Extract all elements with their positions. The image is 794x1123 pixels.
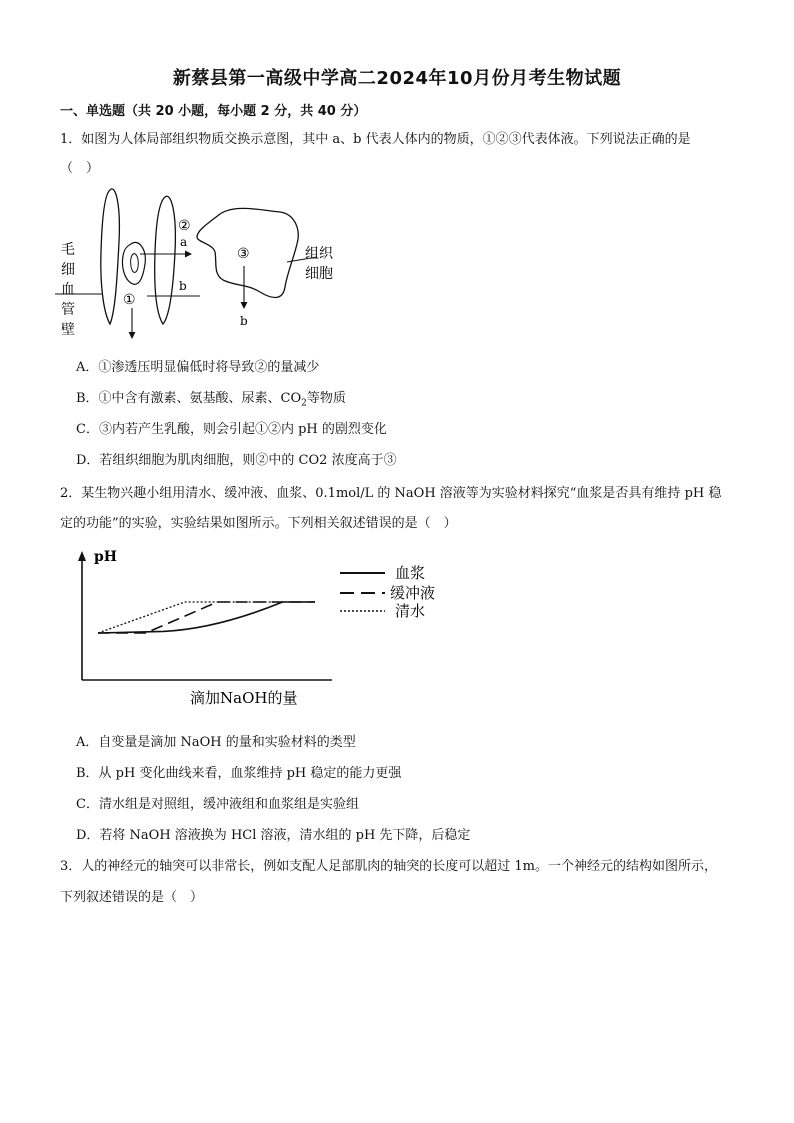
svg-text:管: 管: [61, 302, 75, 318]
svg-text:血: 血: [61, 282, 75, 298]
page-title: 新蔡县第一高级中学高二2024年10月份月考生物试题: [172, 68, 622, 89]
ph-chart: [70, 545, 470, 715]
y-axis-label: pH: [94, 549, 118, 565]
blood-cell: [122, 242, 145, 284]
q1-stem-line2: （ ）: [60, 161, 100, 176]
svg-text:毛: 毛: [61, 242, 75, 258]
y-axis-arrow: [78, 551, 86, 561]
label-a: a: [180, 235, 188, 249]
series-layer: [98, 602, 315, 633]
label-b2: b: [240, 314, 248, 328]
q1-stem-line1: 1．如图为人体局部组织物质交换示意图，其中 a、b 代表人体内的物质，①②③代表体液。下列说法正确的是: [60, 132, 691, 147]
tissue-cell-label: [305, 246, 334, 282]
mark-1: ①: [123, 292, 136, 308]
q1-option-a: A．①渗透压明显偏低时将导致②的量减少: [76, 360, 320, 375]
capillary-wall-right: [155, 196, 176, 324]
q2-stem-line2: 定的功能”的实验，实验结果如图所示。下列相关叙述错误的是（ ）: [60, 516, 457, 531]
svg-text:组织: 组织: [305, 246, 333, 262]
mark-3: ③: [237, 246, 250, 262]
svg-text:壁: 壁: [61, 322, 75, 338]
q2-option-a: A．自变量是滴加 NaOH 的量和实验材料的类型: [76, 735, 356, 750]
capillary-label: [61, 242, 75, 338]
legend-plasma: 血浆: [395, 564, 426, 582]
svg-text:细胞: 细胞: [305, 266, 333, 282]
capillary-wall-left: [101, 189, 120, 324]
q2-option-b: B．从 pH 变化曲线来看，血浆维持 pH 稳定的能力更强: [76, 766, 402, 781]
q1-option-c: C．③内若产生乳酸，则会引起①②内 pH 的剧烈变化: [76, 422, 387, 437]
q2-option-d: D．若将 NaOH 溶液换为 HCl 溶液，清水组的 pH 先下降，后稳定: [76, 828, 471, 843]
series-line-1: [98, 602, 315, 633]
legend-buffer: 缓冲液: [390, 584, 436, 602]
section-heading: 一、单选题（共 20 小题，每小题 2 分，共 40 分）: [60, 104, 367, 119]
x-axis-label: 滴加NaOH的量: [190, 689, 298, 707]
svg-text:细: 细: [61, 262, 75, 278]
q1-option-d: D．若组织细胞为肌肉细胞，则②中的 CO2 浓度高于③: [76, 453, 397, 468]
q1-option-b: B．①中含有激素、氨基酸、尿素、$CO_2$等物质: [76, 391, 346, 409]
mark-2: ②: [178, 218, 191, 234]
q2-option-c: C．清水组是对照组，缓冲液组和血浆组是实验组: [76, 797, 359, 812]
q3-stem-line1: 3．人的神经元的轴突可以非常长，例如支配人足部肌肉的轴突的长度可以超过 1m。一个神经元的结构如图所示，: [60, 859, 718, 874]
q2-stem-line1: 2．某生物兴趣小组用清水、缓冲液、血浆、0.1mol/L 的 NaOH 溶液等为实验材料探究“血浆是否具有维持 pH 稳: [60, 486, 722, 501]
label-b: b: [179, 279, 187, 293]
legend-water: 清水: [395, 602, 426, 620]
blood-cell-inner: [131, 254, 139, 273]
q3-stem-line2: 下列叙述错误的是（ ）: [60, 890, 204, 905]
q1-figure: [55, 182, 355, 342]
